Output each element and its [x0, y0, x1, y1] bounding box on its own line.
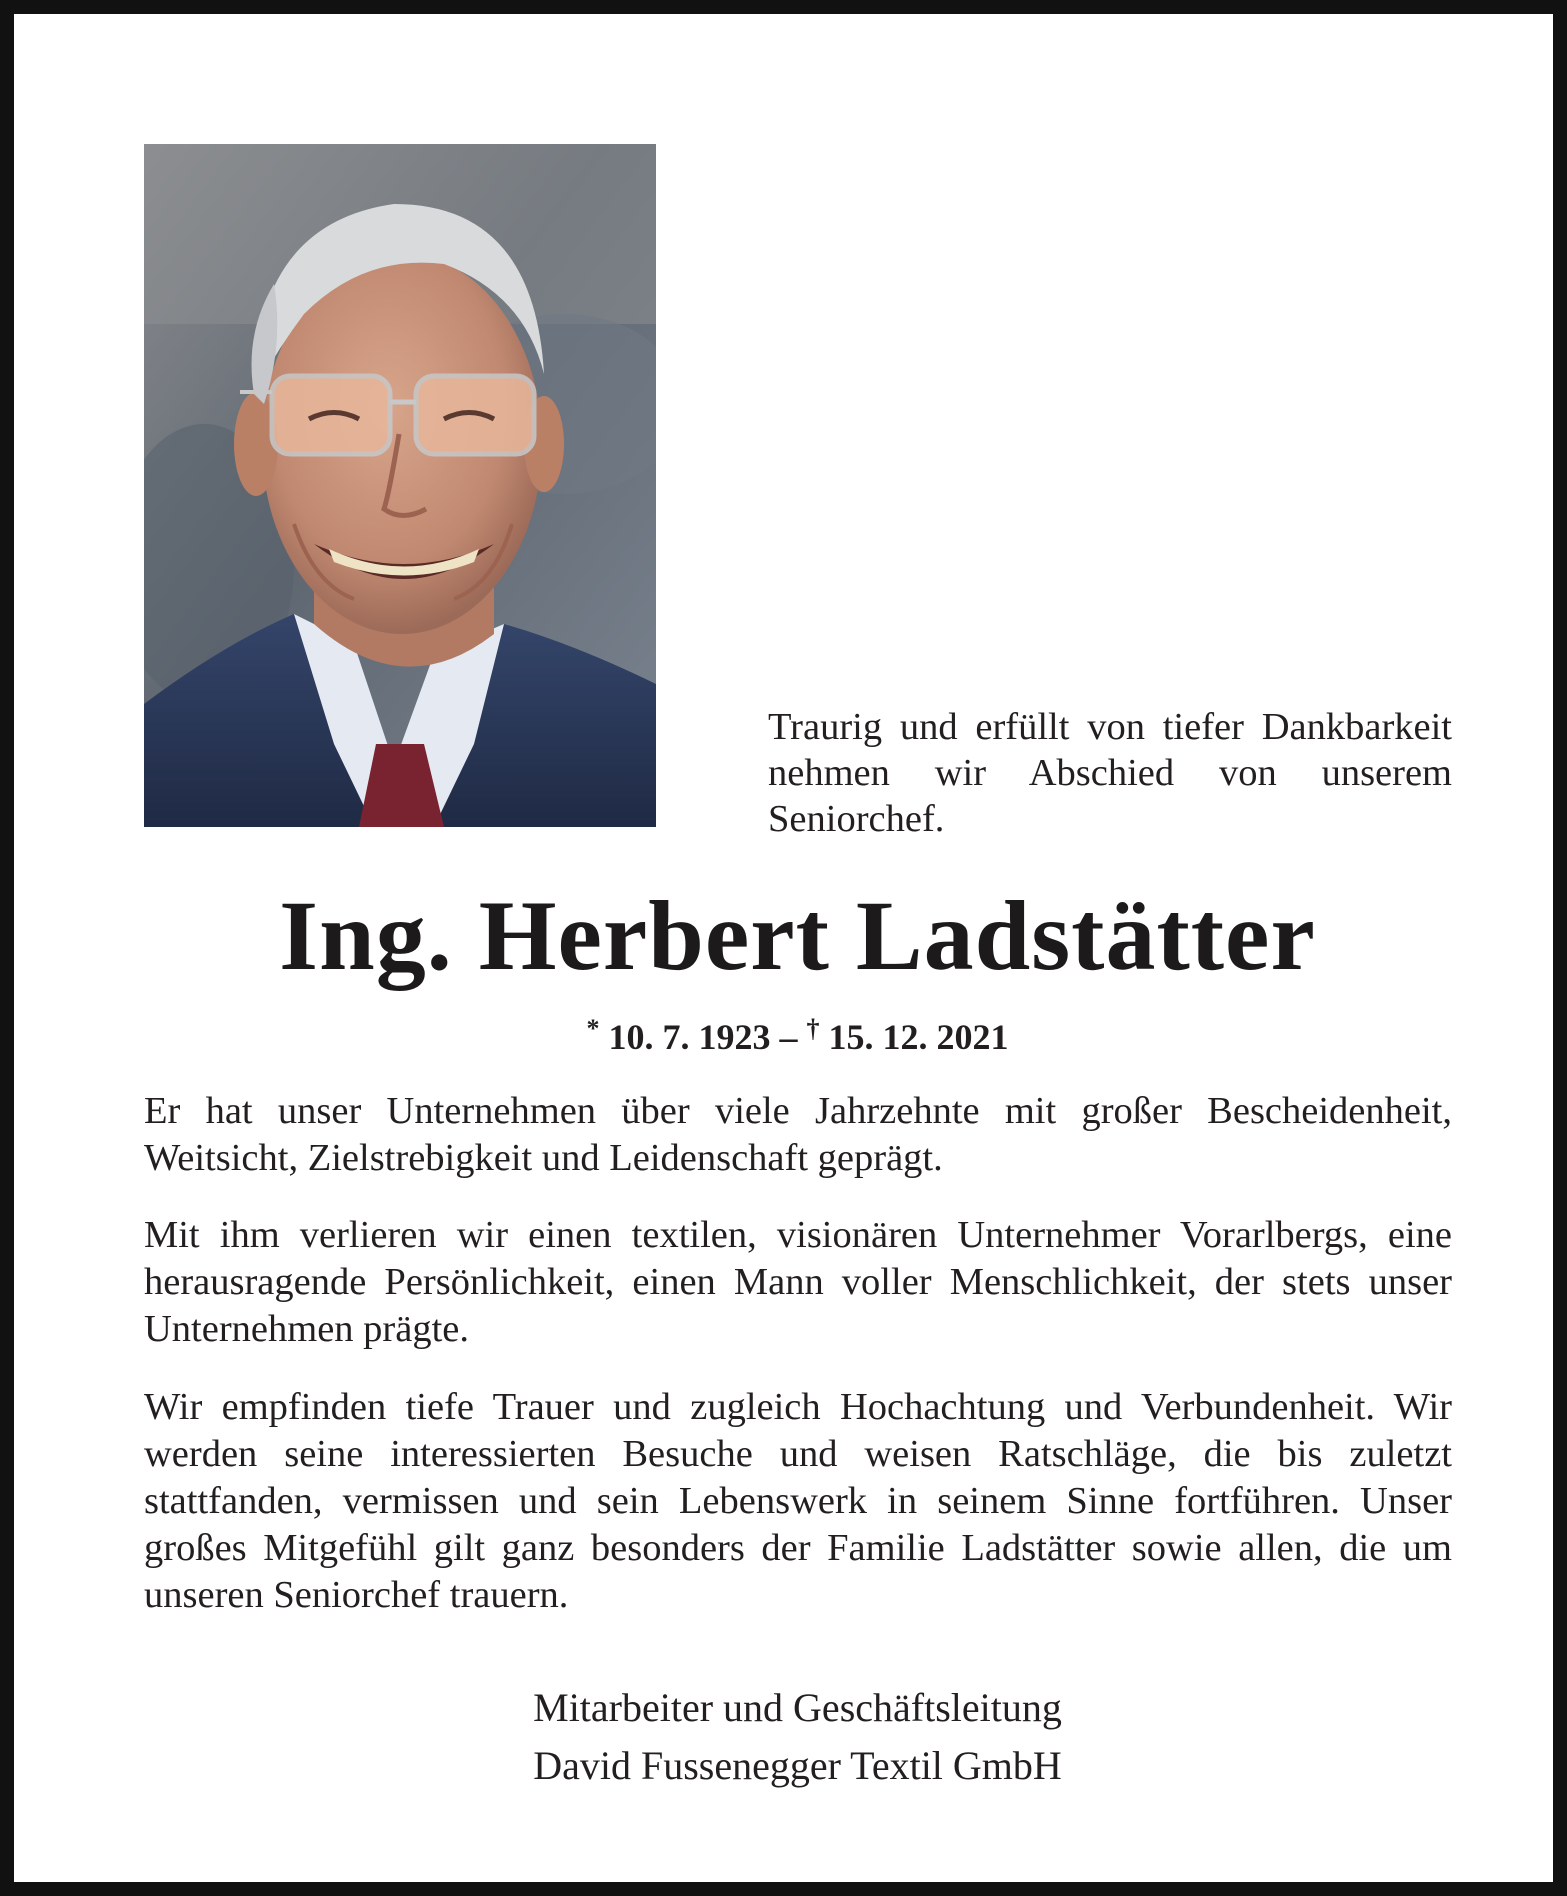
- date-separator: –: [779, 1017, 798, 1057]
- paragraph-loss: Mit ihm verlieren wir einen textilen, visionären Unternehmer Vorarlbergs, eine herausragende Persönlichkeit, einen Mann voller Menschlichkeit, der stets unser Unternehmen prägte.: [144, 1214, 1452, 1350]
- signature: [14, 1679, 1567, 1795]
- signature-line-1: Mitarbeiter und Geschäftsleitung: [533, 1685, 1062, 1730]
- death-symbol: †: [806, 1014, 820, 1043]
- portrait-photo: [144, 144, 656, 827]
- paragraph-condolence: Wir empfinden tiefe Trauer und zugleich Hochachtung und Verbundenheit. Wir werden seine interessierten Besuche und weisen Ratschläge, die bis zuletzt stattfanden, vermissen und sein Lebenswerk in seinem Sinne fortführen. Unser großes Mitgefühl gilt ganz besonders der Familie Ladstätter sowie allen, die um unseren Seniorchef trauern.: [144, 1386, 1452, 1616]
- death-date: 15. 12. 2021: [828, 1017, 1009, 1057]
- signature-line-2: David Fussenegger Textil GmbH: [533, 1743, 1062, 1788]
- birth-date: 10. 7. 1923: [608, 1017, 771, 1057]
- deceased-name: Ing. Herbert Ladstätter: [279, 880, 1316, 991]
- life-dates: [14, 1004, 1567, 1062]
- birth-symbol: *: [586, 1014, 600, 1043]
- paragraph-legacy: Er hat unser Unternehmen über viele Jahrzehnte mit großer Bescheidenheit, Weitsicht, Zielstrebigkeit und Leidenschaft geprägt.: [144, 1090, 1452, 1179]
- intro-text: Traurig und erfüllt von tiefer Dankbarkeit nehmen wir Abschied von unserem Seniorchef.: [768, 706, 1452, 840]
